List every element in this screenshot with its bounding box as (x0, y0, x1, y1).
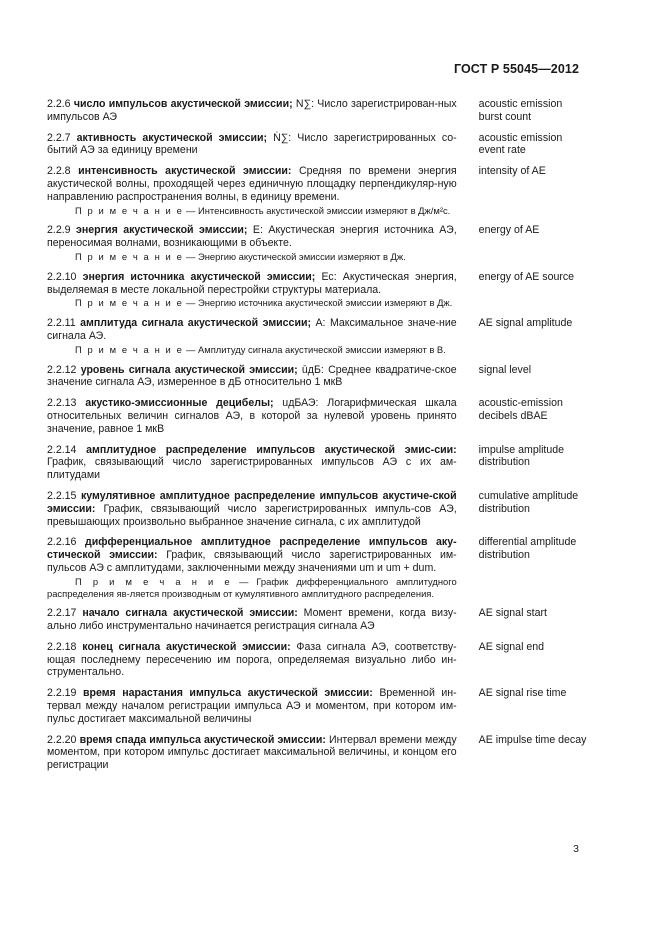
document-id: ГОСТ Р 55045—2012 (453, 62, 579, 76)
term-definition-block (47, 224, 457, 262)
term-entry (47, 271, 587, 309)
term-note (47, 205, 457, 217)
term-entry (47, 687, 587, 725)
english-equivalent: cumulative amplitude distribution (478, 489, 579, 515)
english-equivalent: differential amplitude distribution (478, 536, 577, 562)
term-definition-block (47, 687, 457, 725)
english-equivalent: AE impulse time decay (478, 733, 587, 746)
term-definition: Временной ин-тервал между началом регистрации импульса АЭ и моментом, при котором им-пульс достигает максимальной величины (47, 687, 457, 725)
term-list (47, 98, 587, 780)
term-number: 2.2.14 (47, 443, 77, 456)
term-definition-block (47, 641, 457, 679)
term-entry (47, 317, 587, 355)
term-definition-block (47, 317, 457, 355)
note-label: П р и м е ч а н и е (75, 250, 184, 262)
term-definition: Средняя по времени энергия акустической волны, проходящей через единичную площадку перпендикуляр-ную направлению распространения волны, в единицу времени. (47, 165, 457, 203)
term-title: время нарастания импульса акустической эмиссии: (82, 687, 373, 700)
term-definition: График, связывающий число зарегистрированных им-пульсов АЭ с амплитудами, заключенными между значениями um и um + dum. (47, 549, 457, 574)
term-number: 2.2.8 (47, 165, 71, 178)
term-definition-block (47, 98, 457, 124)
term-symbol: N∑: (295, 98, 315, 110)
term-definition: Максимальное значе-ние сигнала АЭ. (47, 317, 457, 342)
term-definition-block (47, 271, 457, 309)
term-title: амплитудное распределение импульсов акустической эмис-сии: (86, 443, 457, 456)
term-definition: График, связывающий число зарегистрированных импуль-сов АЭ, превышающих произвольно выбранное значение сигнала, с их амплитудой (47, 502, 457, 528)
term-entry (47, 364, 587, 390)
note-text: — Энергию источника акустической эмиссии измеряют в Дж. (186, 297, 453, 309)
term-number: 2.2.7 (47, 131, 71, 144)
term-entry (47, 607, 587, 633)
term-number: 2.2.20 (47, 733, 77, 746)
note-label: П р и м е ч а н и е (75, 343, 184, 355)
term-title: энергия источника акустической эмиссии; (82, 270, 316, 283)
english-equivalent: AE signal rise time (478, 687, 567, 700)
term-definition-block (47, 444, 457, 482)
term-definition-block (47, 734, 457, 772)
english-equivalent: acoustic-emission decibels dBAE (478, 397, 563, 422)
term-definition-block (47, 397, 457, 435)
english-equivalent: AE signal start (478, 607, 547, 620)
note-label: П р и м е ч а н и е (75, 204, 184, 216)
term-number: 2.2.15 (47, 489, 77, 502)
term-definition: Среднее квадратиче-ское значение сигнала АЭ, измеренное в дБ относительно 1 мкВ (47, 363, 457, 389)
term-entry (47, 536, 587, 599)
note-text: — График дифференциального амплитудного распределения яв-ляется производным от кумулятивного амплитудного распределения. (47, 575, 457, 599)
term-definition: График, связывающий число зарегистрированных импульсов АЭ с их ам-плитудами (47, 456, 457, 482)
note-label: П р и м е ч а н и е (75, 575, 232, 587)
term-definition: Число зарегистрированных со-бытий АЭ за единицу времени (47, 131, 457, 157)
term-definition: Число зарегистрирован-ных импульсов АЭ (47, 98, 457, 123)
term-title: дифференциальное амплитудное распределение импульсов аку-стической эмиссии: (47, 536, 457, 562)
note-text: — Амплитуду сигнала акустической эмиссии измеряют в В. (186, 343, 446, 355)
note-text: — Интенсивность акустической эмиссии измеряют в Дж/м²с. (186, 204, 451, 216)
english-equivalent: acoustic emission event rate (478, 131, 563, 157)
term-note (47, 251, 457, 263)
term-definition-block (47, 607, 457, 633)
term-entry (47, 490, 587, 528)
term-number: 2.2.6 (47, 98, 71, 110)
term-definition: Логарифмическая шкала относительных величин сигналов АЭ, в которой за нулевой уровень принято значение, равное 1 мкВ (47, 397, 457, 435)
term-title: интенсивность акустической эмиссии: (78, 165, 292, 178)
note-text: — Энергию акустической эмиссии измеряют в Дж. (186, 250, 406, 262)
term-title: энергия акустической эмиссии; (76, 224, 248, 237)
english-equivalent: energy of AE source (478, 270, 575, 283)
term-definition: Интервал времени между моментом, при котором импульс достигает максимальной величины, и концом его регистрации (47, 733, 457, 772)
term-number: 2.2.16 (47, 536, 77, 549)
term-definition: Акустическая энергия источника АЭ, переносимая волнами, возникающими в объекте. (47, 224, 457, 250)
term-definition-block (47, 536, 457, 599)
term-definition: Фаза сигнала АЭ, соответству-ющая последнему пересечению им порога, определяемая визуально либо ин-струментально. (47, 640, 457, 679)
term-definition-block (47, 132, 457, 158)
term-entry (47, 132, 587, 158)
term-title: амплитуда сигнала акустической эмиссии; (80, 317, 312, 330)
english-equivalent: energy of AE (478, 224, 540, 237)
term-entry (47, 641, 587, 679)
term-entry (47, 98, 587, 124)
term-definition-block (47, 165, 457, 216)
term-number: 2.2.19 (47, 687, 77, 700)
term-entry (47, 224, 587, 262)
term-entry (47, 397, 587, 435)
term-number: 2.2.11 (47, 317, 76, 330)
english-equivalent: AE signal end (478, 640, 545, 653)
term-definition-block (47, 364, 457, 390)
term-definition-block (47, 490, 457, 528)
term-title: активность акустической эмиссии; (76, 131, 268, 144)
term-number: 2.2.10 (47, 270, 77, 283)
english-equivalent: intensity of AE (478, 165, 546, 178)
term-title: кумулятивное амплитудное распределение импульсов акустиче-ской эмиссии: (47, 489, 457, 515)
english-equivalent: signal level (478, 363, 532, 376)
page-number: 3 (573, 843, 579, 855)
term-symbol: A: (315, 317, 326, 330)
term-title: начало сигнала акустической эмиссии: (82, 607, 298, 620)
term-symbol: uдБАЭ: (282, 397, 319, 410)
term-definition: Акустическая энергия, выделяемая в месте локальной перестройки структуры материала. (47, 270, 457, 296)
term-symbol: Ṅ∑: (273, 131, 292, 144)
term-number: 2.2.17 (47, 607, 77, 620)
term-number: 2.2.18 (47, 640, 77, 653)
term-entry (47, 165, 587, 216)
term-note (47, 297, 457, 309)
term-title: число импульсов акустической эмиссии; (73, 98, 293, 110)
term-title: время спада импульса акустической эмиссии: (79, 733, 326, 746)
term-title: конец сигнала акустической эмиссии: (82, 640, 291, 653)
term-entry (47, 444, 587, 482)
term-symbol: Е: (252, 224, 263, 237)
term-note (47, 344, 457, 356)
term-entry (47, 734, 587, 772)
term-title: уровень сигнала акустической эмиссии; (80, 363, 298, 376)
english-equivalent: AE signal amplitude (478, 317, 573, 330)
term-number: 2.2.9 (47, 224, 71, 237)
term-symbol: Ес: (321, 270, 337, 283)
term-title: акустико-эмиссионные децибелы; (85, 397, 274, 410)
term-number: 2.2.12 (47, 363, 77, 376)
term-symbol: ūдБ: (301, 363, 324, 376)
english-equivalent: acoustic emission burst count (478, 98, 563, 123)
note-label: П р и м е ч а н и е (75, 297, 184, 309)
term-definition: Момент времени, когда визу-ально либо инструментально начинается регистрация сигнала АЭ (47, 607, 457, 633)
term-note (47, 576, 457, 600)
term-number: 2.2.13 (47, 397, 77, 410)
english-equivalent: impulse amplitude distribution (478, 443, 565, 469)
